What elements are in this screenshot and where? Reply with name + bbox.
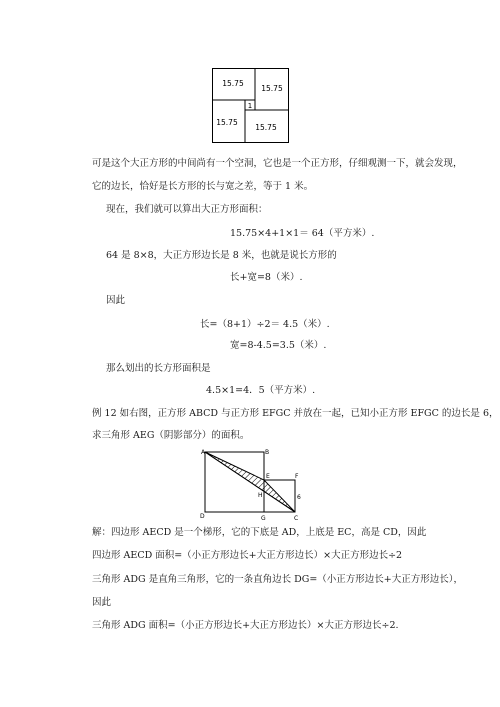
label-d: D: [200, 513, 205, 520]
solution-line-3: 三角形 ADG 是直角三角形，它的一条直角边长 DG=（小正方形边长+大正方形边长），: [92, 574, 464, 585]
example-12-line-1: 例 12 如右图，正方形 ABCD 与正方形 EFGC 并放在一起，已知小正方形 EFGC 的边长是 6，: [92, 408, 499, 419]
label-g: G: [261, 515, 266, 522]
solution-line-1: 解：四边形 AECD 是一个梯形，它的下底是 AD，上底是 EC，高是 CD，因此: [92, 527, 427, 538]
paragraph-5: 那么划出的长方形面积是: [106, 363, 211, 374]
label-h: H: [258, 492, 263, 499]
rect-label-bottom-right: 15.75: [255, 123, 277, 132]
rectangles-square-figure: [212, 68, 290, 144]
label-e: E: [266, 473, 270, 480]
solution-line-2: 四边形 AECD 面积=（小正方形边长+大正方形边长）×大正方形边长÷2: [92, 550, 403, 561]
equation-1: 15.75×4+1×1＝ 64（平方米）.: [230, 228, 375, 239]
paragraph-2: 现在，我们就可以算出大正方形面积：: [106, 204, 268, 215]
equation-4: 4.5×1=4．5（平方米）.: [206, 385, 316, 396]
paragraph-1-line-2: 它的边长，恰好是长方形的长与宽之差，等于 1 米。: [92, 181, 314, 192]
squares-triangle-figure: [199, 445, 309, 522]
paragraph-1-line-1: 可是这个大正方形的中间尚有一个空洞，它也是一个正方形，仔细观测一下，就会发现，: [92, 158, 463, 169]
paragraph-3-line-1: 64 是 8×8，大正方形边长是 8 米，也就是说长方形的: [106, 250, 337, 261]
rect-label-top-left: 15.75: [222, 79, 244, 88]
label-b: B: [265, 449, 270, 456]
label-c: C: [294, 515, 299, 522]
label-a: A: [201, 449, 206, 456]
solution-line-5: 三角形 ADG 面积=（小正方形边长+大正方形边长）×大正方形边长÷2.: [92, 620, 399, 631]
equation-2: 长=（8+1）÷2＝ 4.5（米）.: [200, 319, 330, 330]
example-12-line-2: 求三角形 AEG（阴影部分）的面积。: [92, 430, 250, 441]
rect-label-bottom-left: 15.75: [216, 118, 238, 127]
label-f: F: [295, 473, 299, 480]
center-square-label: 1: [247, 102, 253, 110]
equation-3: 宽=8-4.5=3.5（米）.: [230, 340, 327, 351]
paragraph-3-line-2: 长+宽=8（米）.: [230, 272, 303, 283]
rect-label-top-right: 15.75: [261, 84, 283, 93]
solution-line-4: 因此: [92, 597, 112, 608]
label-6: 6: [297, 494, 301, 501]
paragraph-4: 因此: [106, 295, 126, 306]
